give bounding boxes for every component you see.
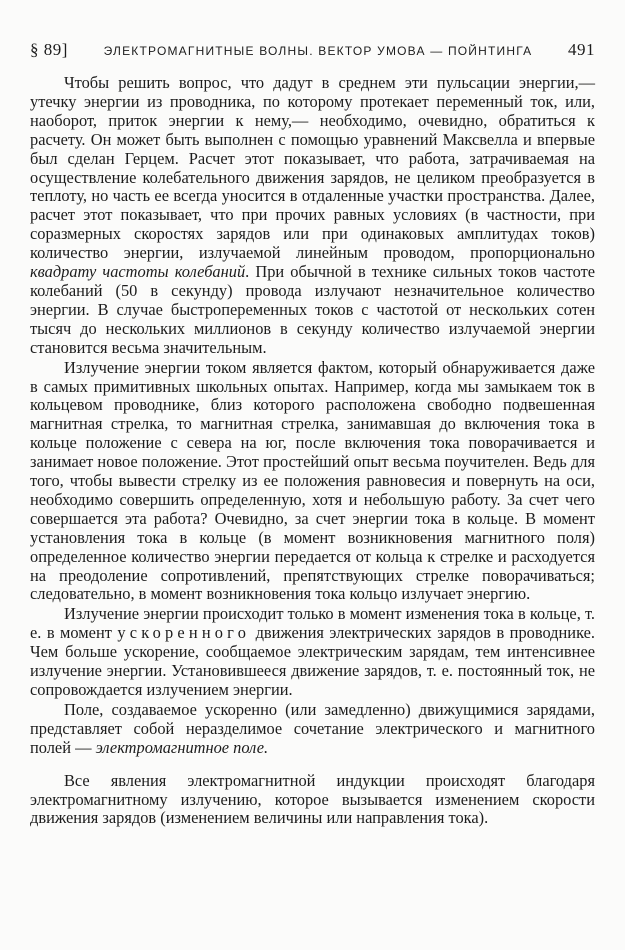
paragraph-3-text-b: движения электрических зарядов в проводнике. Чем больше ускорение, сообщаемое электрическим зарядам, тем интенсивнее излучение энергии. Установившееся движение зарядов, т. е. постоянный ток, не сопровождается излучением энергии. [30, 623, 595, 699]
paragraph-1-emphasis: квадрату частоты колебаний [30, 262, 246, 282]
page-number: 491 [568, 40, 595, 59]
paragraph-1 [30, 74, 595, 358]
paragraph-3-spaced-word: ускоренного [117, 623, 251, 643]
paragraph-4 [30, 701, 595, 758]
running-title: ЭЛЕКТРОМАГНИТНЫЕ ВОЛНЫ. ВЕКТОР УМОВА — ПОЙНТИНГА [103, 44, 533, 58]
paragraph-1-text-a: Чтобы решить вопрос, что дадут в среднем эти пульсации энергии,— утечку энергии из проводника, по которому протекает переменный ток, или, наоборот, приток энергии к нему,— необходимо, очевидно, обратиться к расчету. Он может быть выполнен с помощью уравнений Максвелла и впервые был сделан Герцем. Расчет этот показывает, что работа, затрачиваемая на осуществление колебательного движения зарядов, не целиком преобразуется в теплоту, но часть ее всегда уносится в отдаленные участки пространства. Далее, расчет этот показывает, что при прочих равных условиях (в частности, при соразмерных скоростях зарядов или при одинаковых амплитудах токов) количество энергии, излучаемой линейным проводом, пропорционально [30, 73, 595, 263]
paragraph-4-text-a: Поле, создаваемое ускоренно (или замедленно) движущимися зарядами, представляет собой неразделимое сочетание электрического и магнитного полей — [30, 699, 595, 757]
paragraph-2: Излучение энергии током является фактом, который обнаруживается даже в самых примитивных школьных опытах. Например, когда мы замыкаем ток в кольцевом проводнике, близ которого расположена свободно подвешенная магнитная стрелка, то магнитная стрелка, занимавшая до включения тока в кольце положение с севера на юг, после включения тока поворачивается и занимает новое положение. Этот простейший опыт весьма поучителен. Ведь для того, чтобы вывести стрелку из ее положения равновесия и повернуть на оси, необходимо совершить определенную, хотя и небольшую работу. За счет чего совершается эта работа? Очевидно, за счет энергии тока в кольце. В момент установления тока в кольце (в момент возникновения магнитного поля) определенное количество энергии передается от кольца к стрелке и расходуется на преодоление сопротивлений, препятствующих стрелке поворачиваться; следовательно, в момент возникновения тока кольцо излучает энергию. [30, 357, 595, 604]
section-number: § 89] [30, 40, 68, 59]
paragraph-4-emphasis: электромагнитное поле. [95, 737, 269, 757]
paragraph-3-text-a: Излучение энергии происходит только в момент изменения тока в кольце, т. е. в момент [30, 604, 595, 643]
paragraph-1-text-b: . При обычной в технике сильных токов частоте колебаний (50 в секунду) провода излучают незначительное количество энергии. В случае быстропеременных токов с частотой от нескольких сотен тысяч до нескольких миллионов в секунду количество излучаемой энергии становится весьма значительным. [30, 262, 596, 357]
paragraph-3 [30, 605, 595, 700]
running-header [30, 40, 595, 62]
body-text [30, 74, 595, 828]
paragraph-5: Все явления электромагнитной индукции происходят благодаря электромагнитному излучению, которое вызывается изменением скорости движения зарядов (изменением величины или направления тока). [30, 770, 595, 828]
